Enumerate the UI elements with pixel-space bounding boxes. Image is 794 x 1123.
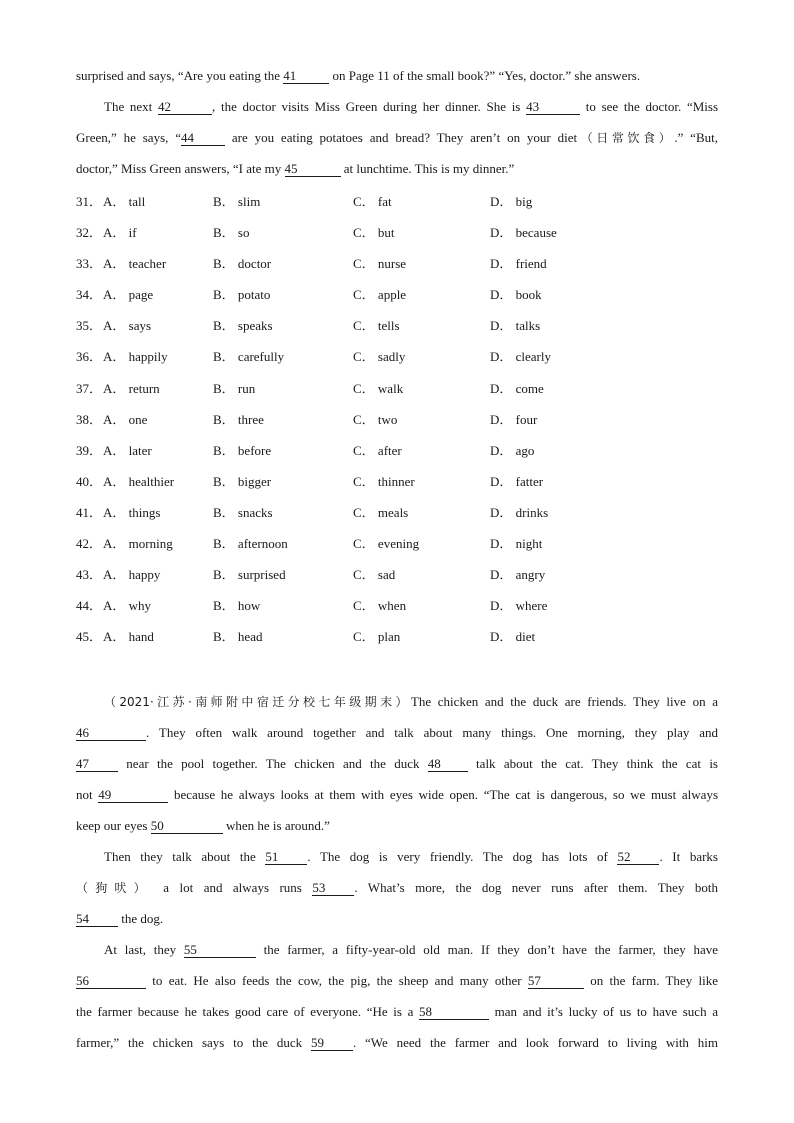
passage-2-line-11 <box>76 996 718 1027</box>
option-d[interactable]: D． because <box>490 225 557 241</box>
question-number: 43． <box>76 567 103 583</box>
option-c[interactable]: C． but <box>353 225 395 241</box>
question-number: 32． <box>76 225 103 241</box>
text: farmer,” the chicken says to the duck <box>76 1035 311 1050</box>
option-a[interactable]: A． says <box>103 318 152 334</box>
blank-53[interactable]: 53 <box>312 881 354 896</box>
question-row <box>76 435 718 466</box>
text: . The dog is very friendly. The dog has lots of <box>307 849 618 864</box>
option-a[interactable]: A． happily <box>103 349 168 365</box>
blank-42[interactable]: 42 <box>158 100 212 115</box>
question-number: 40． <box>76 473 103 489</box>
option-a[interactable]: A． hand <box>103 629 154 645</box>
option-a[interactable]: A． page <box>103 287 154 303</box>
question-number: 34． <box>76 287 103 303</box>
question-number: 45． <box>76 629 103 645</box>
option-a[interactable]: A． if <box>103 225 137 241</box>
question-number: 44． <box>76 598 103 614</box>
passage-2-line-2 <box>76 717 718 748</box>
option-c[interactable]: C． plan <box>353 629 401 645</box>
blank-47[interactable]: 47 <box>76 757 118 772</box>
question-row <box>76 341 718 372</box>
question-row <box>76 279 718 310</box>
text: the farmer, a fifty-year-old old man. If they don’t have the farmer, they have <box>255 942 719 957</box>
question-number: 38． <box>76 411 103 427</box>
text: are you eating potatoes and bread? They aren’t on your diet <box>225 130 578 145</box>
text: doctor,” Miss Green answers, “I ate my <box>76 161 285 176</box>
option-c[interactable]: C． meals <box>353 504 409 520</box>
option-b[interactable]: B． three <box>213 411 264 427</box>
passage-1-line-2 <box>76 91 718 122</box>
question-row <box>76 559 718 590</box>
option-c[interactable]: C． tells <box>353 318 400 334</box>
text: keep our eyes <box>76 818 151 833</box>
question-row <box>76 466 718 497</box>
blank-48[interactable]: 48 <box>428 757 468 772</box>
passage-2-line-1 <box>76 686 718 717</box>
blank-52[interactable]: 52 <box>617 850 659 865</box>
blank-50[interactable]: 50 <box>151 819 223 834</box>
option-d[interactable]: D． talks <box>490 318 541 334</box>
passage-2-line-5 <box>76 810 718 841</box>
option-b[interactable]: B． run <box>213 380 256 396</box>
text: .” “But, <box>674 130 718 145</box>
option-c[interactable]: C． two <box>353 411 398 427</box>
text: a lot and always runs <box>152 880 313 895</box>
option-d[interactable]: D． friend <box>490 256 547 272</box>
option-d[interactable]: D． night <box>490 536 543 552</box>
option-d[interactable]: D． drinks <box>490 504 549 520</box>
option-c[interactable]: C． thinner <box>353 473 415 489</box>
option-c[interactable]: C． apple <box>353 287 407 303</box>
text: surprised and says, “Are you eating the <box>76 68 284 83</box>
question-row <box>76 248 718 279</box>
blank-44[interactable]: 44 <box>181 131 225 146</box>
option-d[interactable]: D． four <box>490 411 538 427</box>
blank-46[interactable]: 46 <box>76 726 146 741</box>
question-row <box>76 217 718 248</box>
blank-41[interactable]: 41 <box>283 69 329 84</box>
question-number: 36． <box>76 349 103 365</box>
option-b[interactable]: B． so <box>213 225 250 241</box>
blank-58[interactable]: 58 <box>419 1005 489 1020</box>
text: on the farm. They like <box>583 973 718 988</box>
question-row <box>76 528 718 559</box>
option-b[interactable]: B． snacks <box>213 504 273 520</box>
text: when he is around.” <box>222 818 330 833</box>
text: . What’s more, the dog never runs after them. They both <box>354 880 718 895</box>
text: on Page 11 of the small book?” “Yes, doctor.” she answers. <box>329 68 641 83</box>
question-row <box>76 497 718 528</box>
option-d[interactable]: D． big <box>490 194 533 209</box>
passage-2-line-12 <box>76 1027 718 1058</box>
option-b[interactable]: B． doctor <box>213 256 272 272</box>
question-number: 31． <box>76 194 103 209</box>
option-b[interactable]: B． slim <box>213 194 261 209</box>
passage-2-line-8 <box>76 903 718 934</box>
option-c[interactable]: C． nurse <box>353 256 407 272</box>
question-number: 41． <box>76 504 103 520</box>
question-number: 37． <box>76 380 103 396</box>
option-d[interactable]: D． diet <box>490 629 536 645</box>
option-b[interactable]: B． bigger <box>213 473 272 489</box>
option-a[interactable]: A． tall <box>103 194 146 209</box>
blank-43[interactable]: 43 <box>526 100 580 115</box>
text: man and it’s lucky of us to have such a <box>489 1004 718 1019</box>
blank-45[interactable]: 45 <box>285 162 341 177</box>
passage-1-line-1 <box>76 60 718 91</box>
text: the dog. <box>118 911 164 926</box>
passage-2-line-9 <box>76 934 718 965</box>
blank-51[interactable]: 51 <box>265 850 307 865</box>
text: Then they talk about the <box>104 849 266 864</box>
source-note: （2021·江苏·南师附中宿迁分校七年级期末） <box>104 695 411 709</box>
question-row <box>76 186 718 217</box>
text: near the pool together. The chicken and the duck <box>118 756 428 771</box>
option-b[interactable]: B． how <box>213 598 261 614</box>
passage-2-line-7 <box>76 872 718 903</box>
option-a[interactable]: A． teacher <box>103 256 167 272</box>
blank-49[interactable]: 49 <box>98 788 168 803</box>
question-row <box>76 621 718 652</box>
question-row <box>76 404 718 435</box>
option-b[interactable]: B． afternoon <box>213 536 288 552</box>
blank-57[interactable]: 57 <box>528 974 584 989</box>
text: not <box>76 787 99 802</box>
passage-2-line-3 <box>76 748 718 779</box>
question-number: 42． <box>76 536 103 552</box>
option-a[interactable]: A． later <box>103 442 152 458</box>
option-d[interactable]: D． come <box>490 380 544 396</box>
text: The chicken and the duck are friends. They live on a <box>410 694 719 709</box>
text: . It barks <box>659 849 718 864</box>
answer-options <box>76 186 718 652</box>
text: talk about the cat. They think the cat is <box>467 756 718 771</box>
text: at lunchtime. This is my dinner.” <box>340 161 515 176</box>
text: the farmer because he takes good care of everyone. “He is a <box>76 1004 420 1019</box>
blank-59[interactable]: 59 <box>311 1036 353 1051</box>
blank-55[interactable]: 55 <box>184 943 256 958</box>
text: The next <box>104 99 159 114</box>
option-d[interactable]: D． clearly <box>490 349 552 365</box>
option-d[interactable]: D． ago <box>490 442 535 458</box>
option-b[interactable]: B． speaks <box>213 318 273 334</box>
passage-2-line-6 <box>76 841 718 872</box>
option-c[interactable]: C． evening <box>353 536 420 552</box>
text: because he always looks at them with eyes wide open. “The cat is dangerous, so we must always <box>168 787 718 802</box>
question-row <box>76 590 718 621</box>
option-c[interactable]: C． after <box>353 442 402 458</box>
option-a[interactable]: A． why <box>103 598 152 614</box>
question-row <box>76 310 718 341</box>
passage-1-line-3 <box>76 122 718 153</box>
text: . They often walk around together and talk about many things. One morning, they play and <box>146 725 718 740</box>
option-c[interactable]: C． fat <box>353 194 392 209</box>
option-a[interactable]: A． things <box>103 504 161 520</box>
passage-1 <box>76 60 718 184</box>
text: . “We need the farmer and look forward to living with him <box>352 1035 718 1050</box>
question-row <box>76 373 718 404</box>
passage-1-line-4 <box>76 153 718 184</box>
option-d[interactable]: D． where <box>490 598 548 614</box>
option-d[interactable]: D． angry <box>490 567 546 583</box>
text: , the doctor visits Miss Green during her dinner. She is <box>212 99 527 114</box>
option-b[interactable]: B． carefully <box>213 349 285 365</box>
option-c[interactable]: C． sadly <box>353 349 406 365</box>
text: to eat. He also feeds the cow, the pig, the sheep and many other <box>146 973 528 988</box>
chinese-gloss: （狗吠） <box>76 881 153 895</box>
option-a[interactable]: A． one <box>103 411 148 427</box>
option-b[interactable]: B． head <box>213 629 263 645</box>
question-number: 35． <box>76 318 103 334</box>
option-b[interactable]: B． before <box>213 442 272 458</box>
blank-54[interactable]: 54 <box>76 912 118 927</box>
option-c[interactable]: C． when <box>353 598 407 614</box>
chinese-gloss: （日常饮食） <box>577 131 675 145</box>
passage-2-line-10 <box>76 965 718 996</box>
option-d[interactable]: D． fatter <box>490 473 544 489</box>
text: to see the doctor. “Miss <box>580 99 718 114</box>
passage-2-line-4 <box>76 779 718 810</box>
option-a[interactable]: A． morning <box>103 536 173 552</box>
option-c[interactable]: C． walk <box>353 380 404 396</box>
blank-56[interactable]: 56 <box>76 974 146 989</box>
question-number: 39． <box>76 442 103 458</box>
option-b[interactable]: B． surprised <box>213 567 286 583</box>
option-b[interactable]: B． potato <box>213 287 271 303</box>
option-a[interactable]: A． return <box>103 380 160 396</box>
text: At last, they <box>104 942 184 957</box>
question-number: 33． <box>76 256 103 272</box>
text: Green,” he says, “ <box>76 130 182 145</box>
passage-2 <box>76 686 718 1058</box>
option-d[interactable]: D． book <box>490 287 542 303</box>
option-c[interactable]: C． sad <box>353 567 396 583</box>
option-a[interactable]: A． healthier <box>103 473 175 489</box>
option-a[interactable]: A． happy <box>103 567 161 583</box>
